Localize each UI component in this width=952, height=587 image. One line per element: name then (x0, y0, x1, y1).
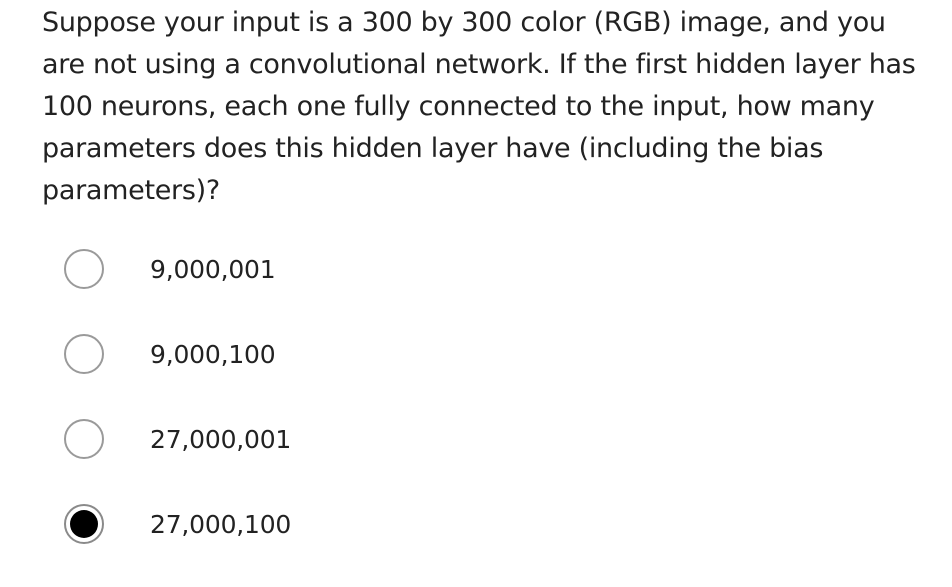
answer-option-label: 9,000,001 (150, 254, 276, 284)
answer-option[interactable] (64, 332, 291, 376)
answer-option-label: 9,000,100 (150, 339, 276, 369)
radio-button[interactable] (64, 419, 104, 459)
radio-button[interactable] (64, 249, 104, 289)
answer-option[interactable] (64, 247, 291, 291)
radio-button[interactable] (64, 334, 104, 374)
answer-options (64, 247, 291, 587)
question-text: Suppose your input is a 300 by 300 color (RGB) image, and you are not using a convolutional network. If the first hidden layer has 100 neurons, each one fully connected to the input, how many parameters does this hidden layer have (including the bias parameters)? (42, 7, 916, 206)
answer-option[interactable] (64, 502, 291, 546)
answer-option[interactable] (64, 417, 291, 461)
answer-option-label: 27,000,100 (150, 509, 292, 539)
answer-option-label: 27,000,001 (150, 424, 292, 454)
radio-button[interactable] (64, 504, 104, 544)
radio-dot (70, 510, 98, 538)
